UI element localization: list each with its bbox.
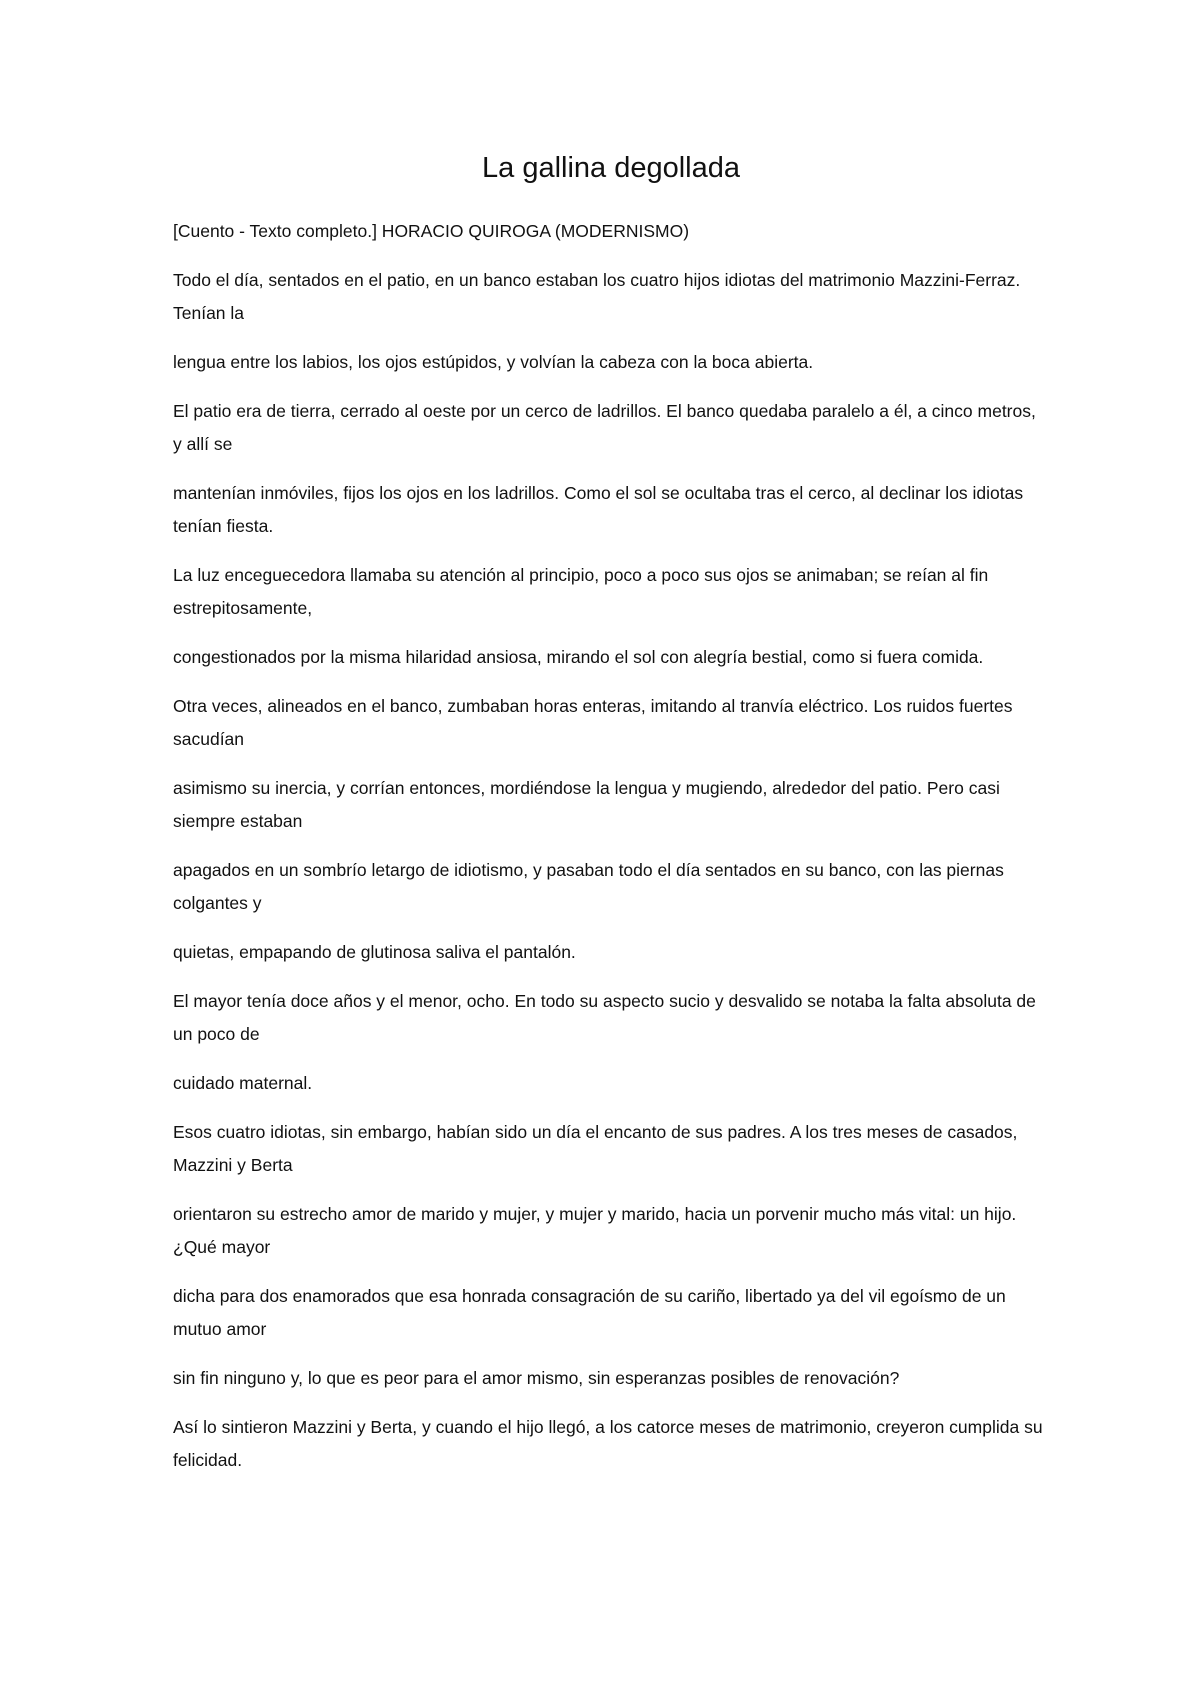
paragraph: Otra veces, alineados en el banco, zumbaban horas enteras, imitando al tranvía eléctrico. Los ruidos fuertes sacudían: [173, 696, 1013, 749]
paragraph: orientaron su estrecho amor de marido y mujer, y mujer y marido, hacia un porvenir mucho más vital: un hijo. ¿Qué mayor: [173, 1204, 1017, 1257]
paragraph: dicha para dos enamorados que esa honrada consagración de su cariño, libertado ya del vil egoísmo de un mutuo amor: [173, 1286, 1006, 1339]
document-subtitle: [Cuento - Texto completo.] HORACIO QUIROGA (MODERNISMO): [173, 221, 690, 241]
paragraph: Esos cuatro idiotas, sin embargo, habían sido un día el encanto de sus padres. A los tres meses de casados, Mazzini y Berta: [173, 1122, 1018, 1175]
paragraph: mantenían inmóviles, fijos los ojos en los ladrillos. Como el sol se ocultaba tras el cerco, al declinar los idiotas tenían fiesta.: [173, 483, 1024, 536]
paragraph: El patio era de tierra, cerrado al oeste por un cerco de ladrillos. El banco quedaba paralelo a él, a cinco metros, y allí se: [173, 401, 1036, 454]
paragraph: congestionados por la misma hilaridad ansiosa, mirando el sol con alegría bestial, como si fuera comida.: [173, 647, 984, 667]
paragraph: asimismo su inercia, y corrían entonces, mordiéndose la lengua y mugiendo, alrededor del patio. Pero casi siempre estaban: [173, 778, 1000, 831]
document-content: [173, 148, 1043, 1493]
paragraph: sin fin ninguno y, lo que es peor para el amor mismo, sin esperanzas posibles de renovación?: [173, 1368, 900, 1388]
paragraph: Todo el día, sentados en el patio, en un banco estaban los cuatro hijos idiotas del matrimonio Mazzini-Ferraz. Tenían la: [173, 270, 1021, 323]
paragraph: cuidado maternal.: [173, 1073, 313, 1093]
paragraph: quietas, empapando de glutinosa saliva el pantalón.: [173, 942, 576, 962]
paragraph: apagados en un sombrío letargo de idiotismo, y pasaban todo el día sentados en su banco, con las piernas colgantes y: [173, 860, 1004, 913]
paragraph: La luz enceguecedora llamaba su atención al principio, poco a poco sus ojos se animaban; se reían al fin estrepitosamente,: [173, 565, 989, 618]
paragraph: El mayor tenía doce años y el menor, ocho. En todo su aspecto sucio y desvalido se notaba la falta absoluta de un poco de: [173, 991, 1036, 1044]
paragraph: Así lo sintieron Mazzini y Berta, y cuando el hijo llegó, a los catorce meses de matrimonio, creyeron cumplida su felicidad.: [173, 1417, 1043, 1470]
paragraph: lengua entre los labios, los ojos estúpidos, y volvían la cabeza con la boca abierta.: [173, 352, 814, 372]
document-title: La gallina degollada: [482, 152, 740, 184]
